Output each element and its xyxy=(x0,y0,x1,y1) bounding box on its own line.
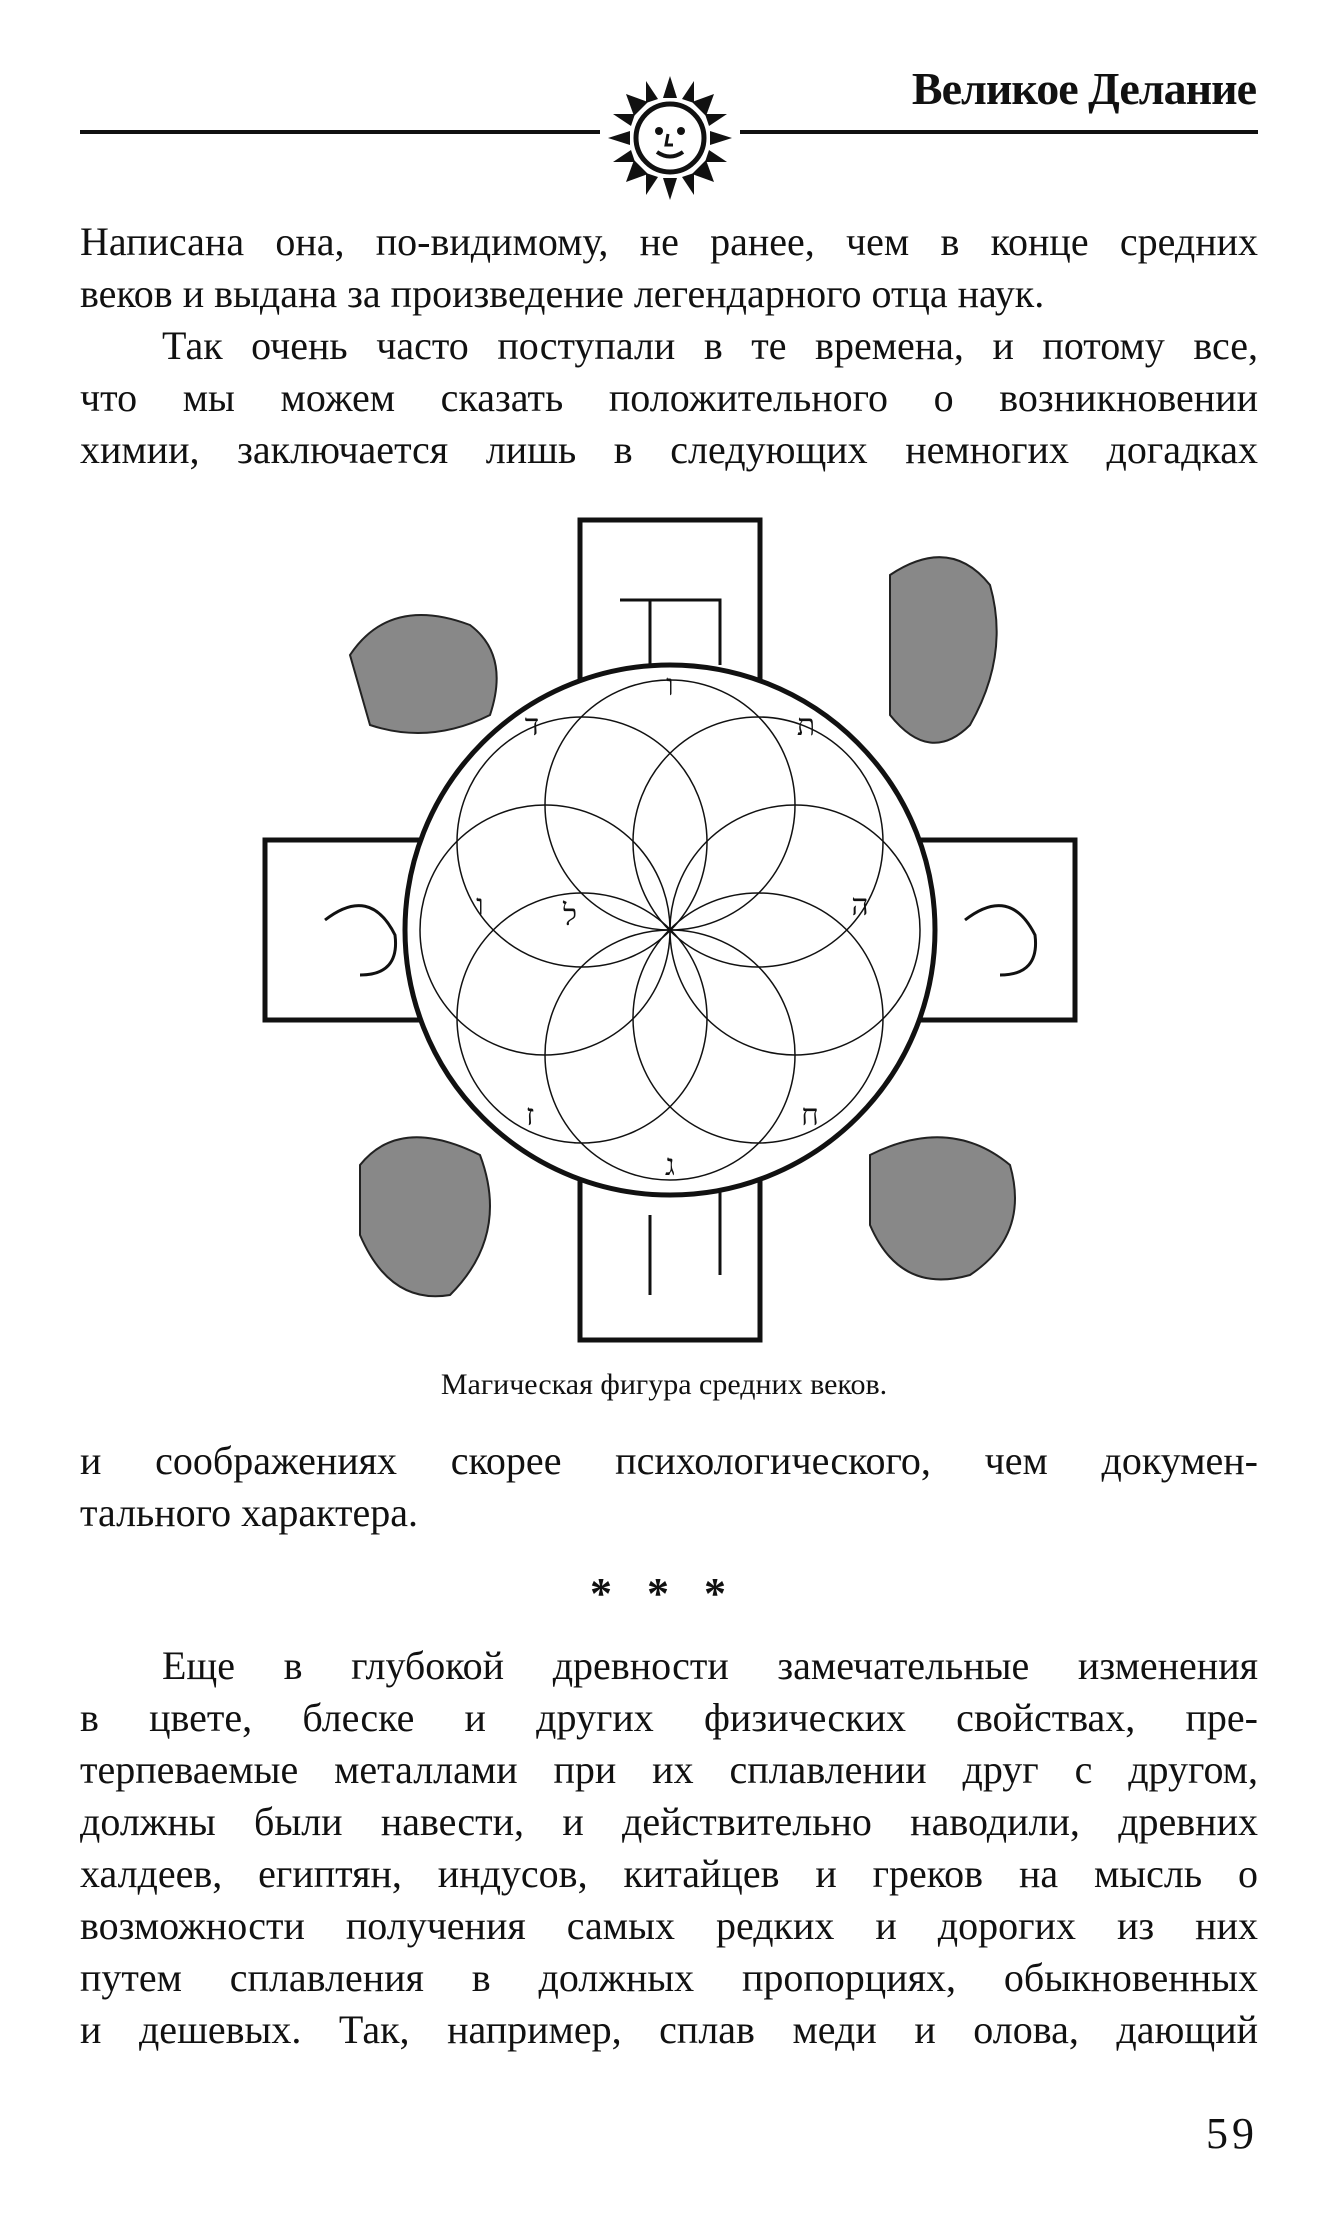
svg-text:ת: ת xyxy=(796,708,816,743)
svg-text:ח: ח xyxy=(801,1098,819,1133)
header-rule-right xyxy=(740,130,1258,134)
figure-caption: Магическая фигура средних веков. xyxy=(440,1368,888,1401)
text-line: химии, заключается лишь в следующих немногих догадках xyxy=(80,427,1258,472)
header-rule-left xyxy=(80,130,600,134)
text-line: Так очень часто поступали в те времена, и потому все, xyxy=(162,323,1258,368)
svg-text:ז: ז xyxy=(525,1098,535,1133)
magic-figure-illustration xyxy=(250,515,1090,1345)
text-line: возможности получения самых редких и дорогих из них xyxy=(80,1903,1258,1948)
text-line: Написана она, по-видимому, не ранее, чем в конце средних xyxy=(80,219,1258,264)
svg-text:ו: ו xyxy=(666,668,674,703)
text-line: веков и выдана за произведение легендарного отца наук. xyxy=(80,271,1045,316)
text-line: путем сплавления в должных пропорциях, обыкновенных xyxy=(80,1955,1258,2000)
text-line: что мы можем сказать положительного о возникновении xyxy=(80,375,1258,420)
section-separator: * * * xyxy=(590,1569,738,1618)
svg-text:ד: ד xyxy=(524,708,540,743)
bottom-text-block xyxy=(80,1640,1258,2056)
svg-text:ל: ל xyxy=(562,898,578,933)
text-line: должны были навести, и действительно наводили, древних xyxy=(80,1799,1258,1844)
svg-text:ו: ו xyxy=(476,888,484,923)
text-line: халдеев, египтян, индусов, китайцев и греков на мысль о xyxy=(80,1851,1258,1896)
text-line: тального характера. xyxy=(80,1490,418,1535)
text-line: Еще в глубокой древности замечательные изменения xyxy=(162,1643,1258,1688)
middle-text-block xyxy=(80,1435,1258,1539)
sun-emblem-icon xyxy=(600,72,740,202)
running-header-title: Великое Делание xyxy=(911,63,1256,114)
text-line: терпеваемые металлами при их сплавлении друг с другом, xyxy=(80,1747,1258,1792)
svg-text:ה: ה xyxy=(851,888,869,923)
top-text-block xyxy=(80,216,1258,476)
svg-text:ג: ג xyxy=(665,1148,675,1183)
text-line: и дешевых. Так, например, сплав меди и олова, дающий xyxy=(80,2007,1258,2052)
page-number: 59 xyxy=(1206,2109,1258,2158)
text-line: и соображениях скорее психологического, чем докумен- xyxy=(80,1438,1258,1483)
text-line: в цвете, блеске и других физических свойствах, пре- xyxy=(80,1695,1258,1740)
